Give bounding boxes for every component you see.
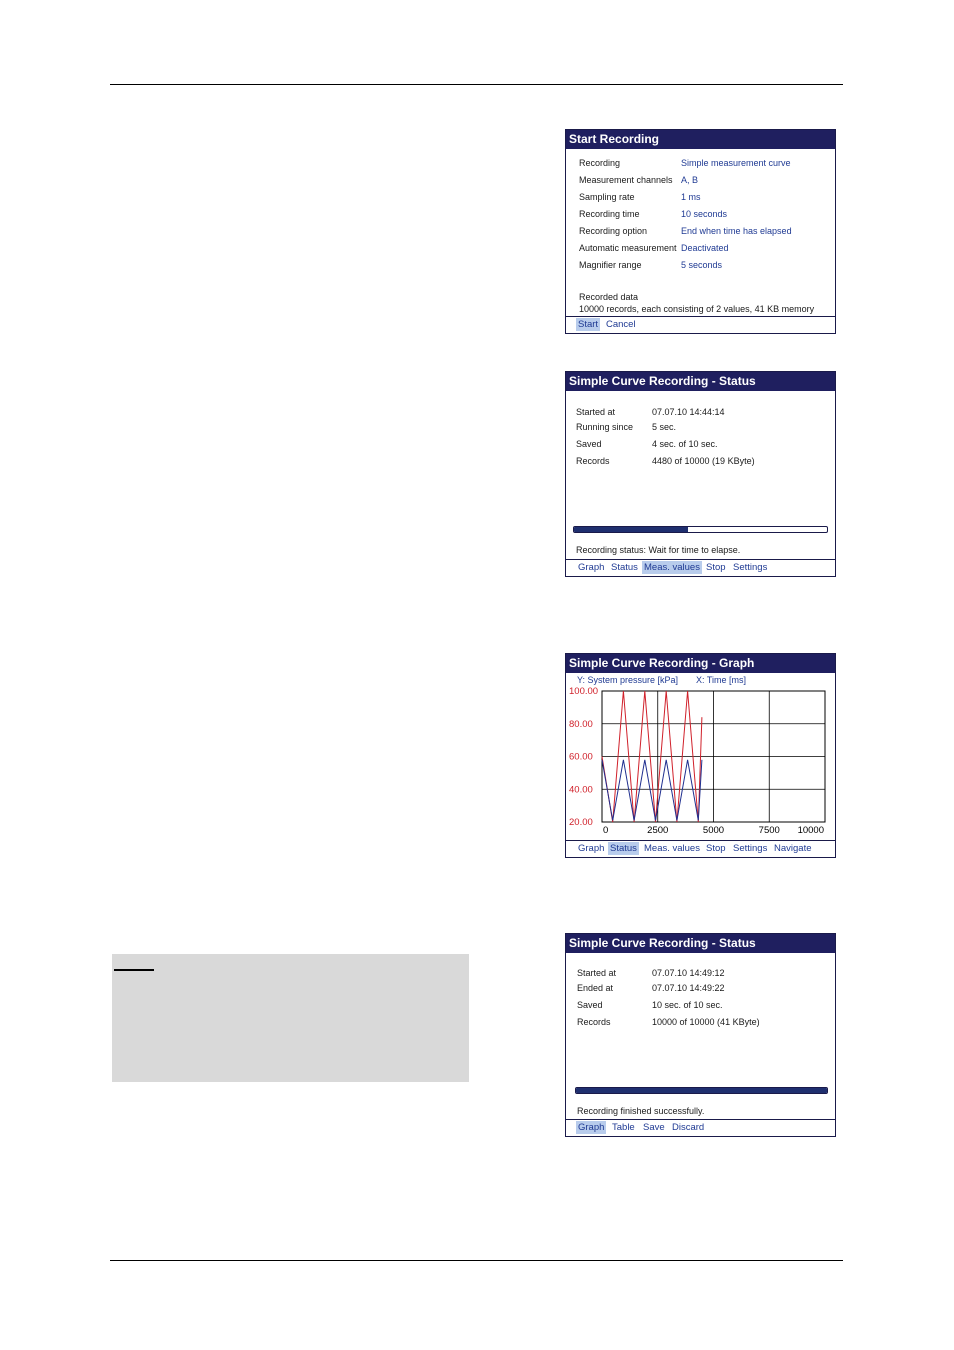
y-tick-label: 60.00 — [569, 751, 593, 763]
graph-dialog — [565, 653, 836, 858]
note-heading-rule — [114, 969, 154, 971]
x-axis-caption: X: Time [ms] — [696, 675, 747, 685]
meas-values-button[interactable]: Meas. values — [644, 843, 700, 854]
top-rule — [110, 84, 843, 85]
start-button[interactable]: Start — [578, 319, 599, 330]
x-tick-label: 0 — [603, 825, 609, 836]
x-tick-label: 7500 — [758, 825, 780, 836]
recorded-data-value: 10000 records, each consisting of 2 values, 41 KB memory — [579, 304, 815, 314]
progress-bar — [575, 1087, 828, 1094]
dialog-title: Start Recording — [566, 130, 835, 149]
status-running-dialog: Simple Curve Recording - Status Started at 07.07.10 14:44:14 Running since 5 sec. Saved 4 sec. of 10 sec. Records 4480 of 10000 (19 KByte) Recording status: Wait for time to elapse. Graph Status Meas. values Stop Settings — [565, 371, 836, 577]
graph-button[interactable]: Graph — [578, 1122, 605, 1133]
navigate-button[interactable]: Navigate — [774, 843, 812, 854]
softkey-bar — [566, 559, 835, 576]
status-button[interactable]: Status — [610, 843, 637, 854]
y-axis-caption: Y: System pressure [kPa] — [577, 675, 679, 685]
note-box — [112, 954, 469, 1082]
settings-button[interactable]: Settings — [733, 562, 768, 573]
save-button[interactable]: Save — [643, 1122, 665, 1133]
softkey-bar — [566, 1119, 835, 1136]
x-tick-label: 10000 — [797, 825, 824, 836]
status-finished-dialog: Simple Curve Recording - Status Started at 07.07.10 14:49:12 Ended at 07.07.10 14:49:22 Saved 10 sec. of 10 sec. Records 10000 of 10000 (41 KByte) Recording finished successfully. Graph Table Save Discard — [565, 933, 836, 1137]
status-button[interactable]: Status — [611, 562, 638, 573]
stop-button[interactable]: Stop — [706, 562, 726, 573]
recording-status-text: Recording status: Wait for time to elapse. — [576, 545, 741, 555]
x-tick-label: 2500 — [647, 825, 669, 836]
softkey-bar — [566, 840, 835, 857]
dialog-title: Simple Curve Recording - Graph — [566, 654, 835, 673]
dialog-title: Simple Curve Recording - Status — [566, 372, 835, 391]
start-recording-dialog: Start Recording Recording Simple measurement curve Measurement channels A, B Sampling rate 1 ms Recording time 10 seconds Recording option End when time has elapsed Automatic measurement Deactivated Magnifier range 5 seconds Recorded data 10000 records, each consisting of 2 values, 41 KB memory Start Cancel — [565, 129, 836, 334]
y-tick-label: 20.00 — [569, 817, 593, 828]
bottom-rule — [110, 1260, 843, 1261]
stop-button[interactable]: Stop — [706, 843, 726, 854]
cancel-button[interactable]: Cancel — [606, 319, 636, 330]
x-tick-label: 5000 — [702, 825, 725, 836]
discard-button[interactable]: Discard — [672, 1122, 705, 1133]
pressure-chart — [566, 654, 835, 859]
y-tick-label: 100.00 — [569, 686, 599, 697]
y-tick-label: 40.00 — [569, 784, 593, 796]
progress-fill — [576, 1088, 827, 1093]
dialog-title: Simple Curve Recording - Status — [566, 934, 835, 953]
softkey-bar — [566, 316, 835, 333]
table-button[interactable]: Table — [612, 1122, 635, 1133]
graph-button[interactable]: Graph — [578, 562, 605, 573]
meas-values-button[interactable]: Meas. values — [644, 562, 700, 573]
recording-status-text: Recording finished successfully. — [577, 1106, 705, 1116]
graph-button[interactable]: Graph — [578, 843, 605, 854]
recorded-data-label: Recorded data — [579, 292, 639, 302]
progress-bar — [573, 526, 828, 533]
y-tick-label: 80.00 — [569, 718, 593, 730]
settings-button[interactable]: Settings — [733, 843, 768, 854]
progress-fill — [574, 527, 688, 532]
